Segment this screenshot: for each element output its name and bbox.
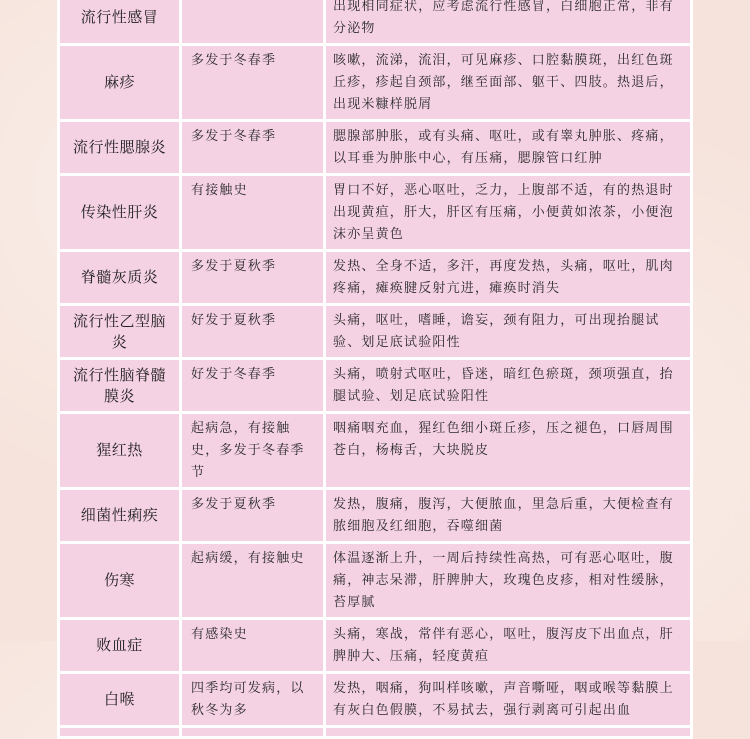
- table-row: [60, 0, 690, 43]
- disease-season: 好发于冬春季: [182, 360, 323, 411]
- disease-season: [182, 0, 323, 43]
- table-row: [60, 46, 690, 119]
- disease-name: 麻疹: [60, 46, 179, 119]
- disease-symptoms: 咽痛咽充血，猩红色细小斑丘疹，压之褪色，口唇周围苍白，杨梅舌，大块脱皮: [326, 414, 690, 487]
- disease-symptoms: 胃口不好，恶心呕吐，乏力，上腹部不适，有的热退时出现黄疸，肝大，肝区有压痛，小便黄如浓茶，小便泡沫亦呈黄色: [326, 176, 690, 249]
- empty-cell: [60, 728, 179, 736]
- table-row: [60, 414, 690, 487]
- disease-symptoms: 出现相同症状，应考虑流行性感冒，白细胞正常，非有分泌物: [326, 0, 690, 43]
- disease-name: 败血症: [60, 620, 179, 671]
- disease-symptoms: 发热，腹痛，腹泻，大便脓血，里急后重，大便检查有脓细胞及红细胞，吞噬细菌: [326, 490, 690, 541]
- disease-season: 多发于夏秋季: [182, 252, 323, 303]
- disease-season: 有接触史: [182, 176, 323, 249]
- disease-name: 流行性脑脊髓膜炎: [60, 360, 179, 411]
- disease-season: 多发于冬春季: [182, 46, 323, 119]
- table-row: [60, 674, 690, 725]
- table-row: [60, 122, 690, 173]
- empty-cell: [326, 728, 690, 736]
- disease-table: [57, 0, 693, 739]
- disease-season: 多发于冬春季: [182, 122, 323, 173]
- disease-name: 流行性腮腺炎: [60, 122, 179, 173]
- disease-season: 起病缓，有接触史: [182, 544, 323, 617]
- disease-season: 四季均可发病，以秋冬为多: [182, 674, 323, 725]
- table-row: [60, 176, 690, 249]
- disease-season: 有感染史: [182, 620, 323, 671]
- disease-name: 流行性感冒: [60, 0, 179, 43]
- disease-name: 伤寒: [60, 544, 179, 617]
- disease-season: 起病急，有接触史，多发于冬春季节: [182, 414, 323, 487]
- disease-name: 流行性乙型脑炎: [60, 306, 179, 357]
- table-row: [60, 544, 690, 617]
- disease-symptoms: 头痛，寒战，常伴有恶心，呕吐，腹泻皮下出血点，肝脾肿大、压痛，轻度黄疸: [326, 620, 690, 671]
- disease-name: 传染性肝炎: [60, 176, 179, 249]
- table-row-partial: [60, 728, 690, 736]
- disease-name: 白喉: [60, 674, 179, 725]
- table-row: [60, 252, 690, 303]
- disease-symptoms: 头痛，呕吐，嗜睡，谵妄，颈有阻力，可出现抬腿试验、划足底试验阳性: [326, 306, 690, 357]
- table-row: [60, 490, 690, 541]
- disease-symptoms: 体温逐渐上升，一周后持续性高热，可有恶心呕吐，腹痛，神志呆滞，肝脾肿大，玫瑰色皮疹，相对性缓脉，苔厚腻: [326, 544, 690, 617]
- disease-symptoms: 咳嗽，流涕，流泪，可见麻疹、口腔黏膜斑，出红色斑丘疹，疹起自颈部，继至面部、躯干、四肢。热退后，出现米糠样脱屑: [326, 46, 690, 119]
- disease-name: 脊髓灰质炎: [60, 252, 179, 303]
- table-row: [60, 360, 690, 411]
- empty-cell: [182, 728, 323, 736]
- disease-symptoms: 腮腺部肿胀，或有头痛、呕吐，或有睾丸肿胀、疼痛，以耳垂为肿胀中心，有压痛，腮腺管口红肿: [326, 122, 690, 173]
- disease-table-sheet: [57, 0, 693, 739]
- disease-name: 猩红热: [60, 414, 179, 487]
- disease-symptoms: 发热，咽痛，狗叫样咳嗽，声音嘶哑，咽或喉等黏膜上有灰白色假膜，不易拭去，强行剥离可引起出血: [326, 674, 690, 725]
- disease-symptoms: 发热、全身不适，多汗，再度发热，头痛，呕吐，肌肉疼痛，瘫痪腱反射亢进，瘫痪时消失: [326, 252, 690, 303]
- disease-season: 多发于夏秋季: [182, 490, 323, 541]
- table-row: [60, 306, 690, 357]
- disease-name: 细菌性痢疾: [60, 490, 179, 541]
- table-row: [60, 620, 690, 671]
- disease-symptoms: 头痛，喷射式呕吐，昏迷，暗红色瘀斑，颈项强直，抬腿试验、划足底试验阳性: [326, 360, 690, 411]
- disease-season: 好发于夏秋季: [182, 306, 323, 357]
